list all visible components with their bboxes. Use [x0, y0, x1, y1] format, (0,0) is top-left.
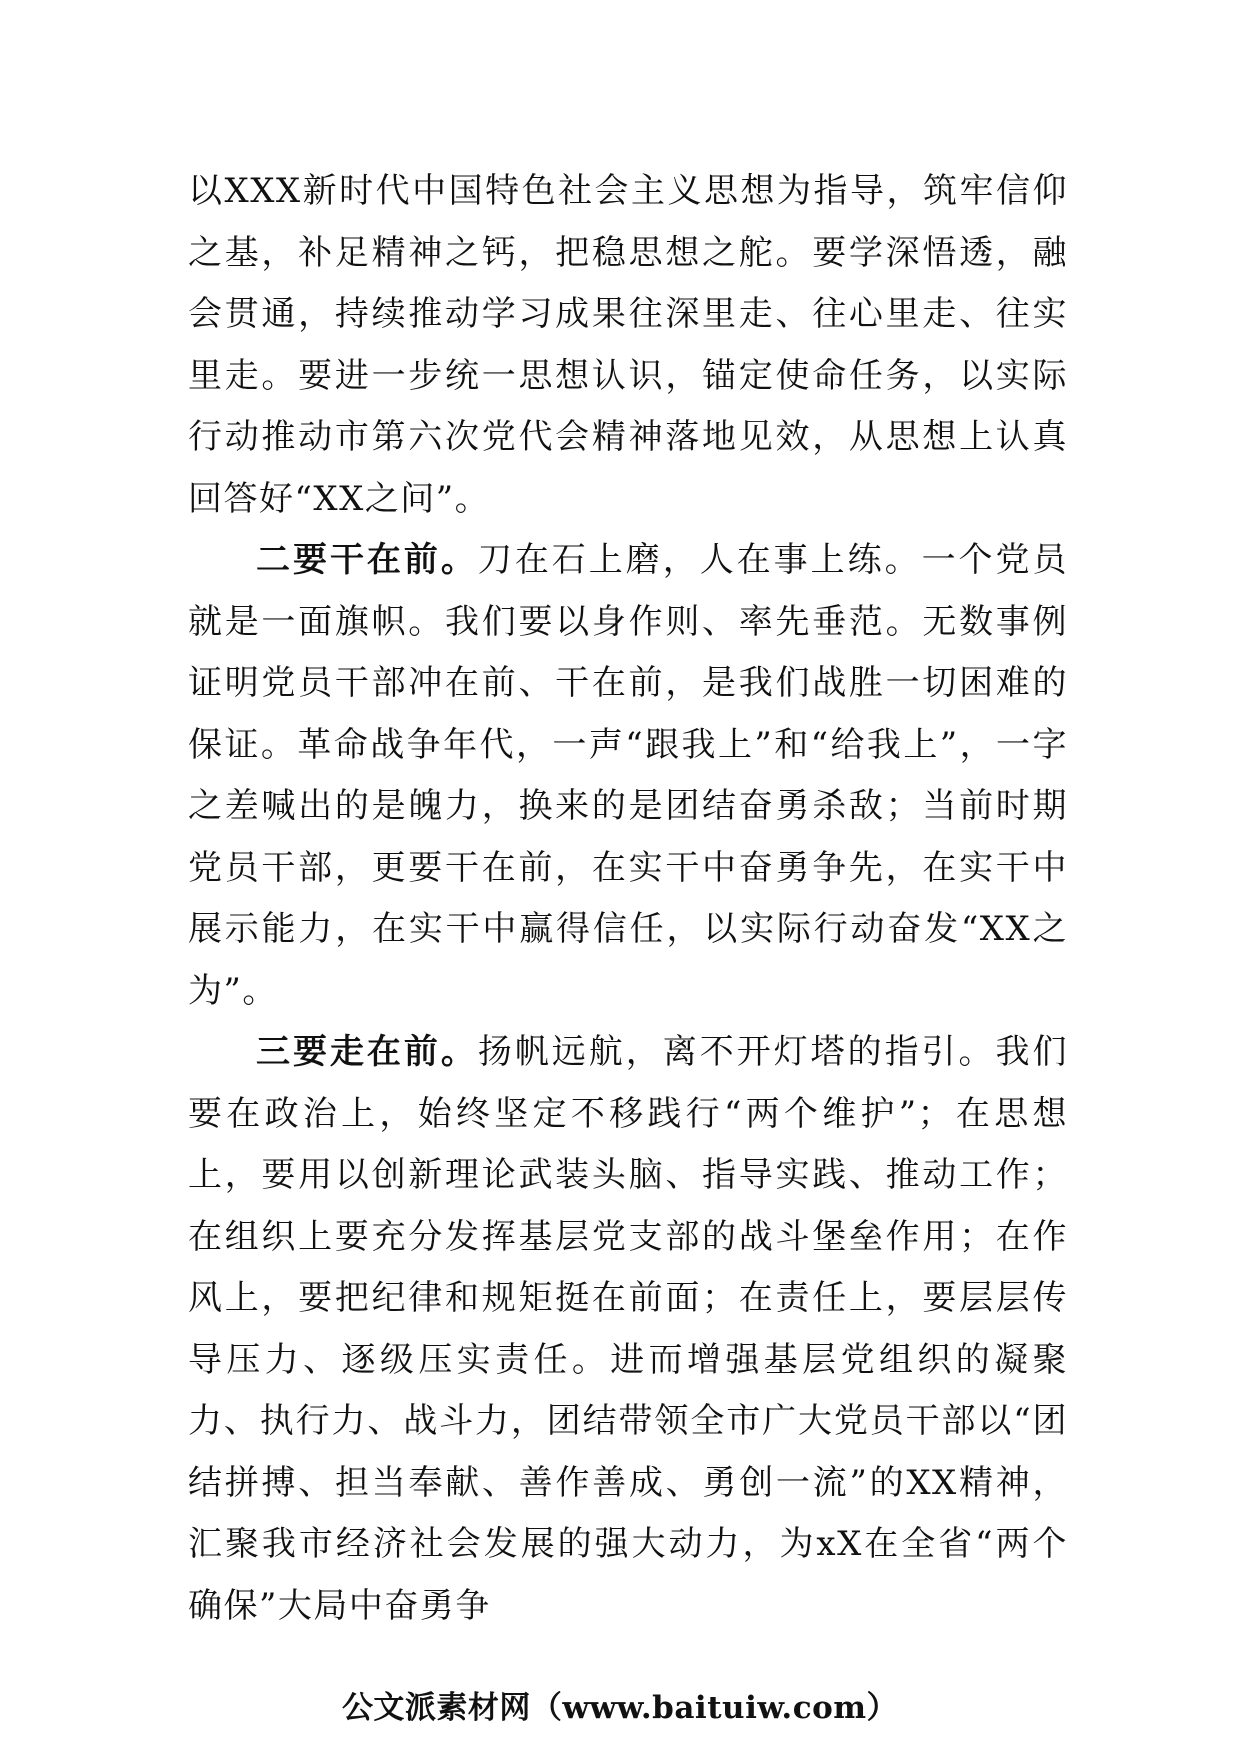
paragraph-2-text: 刀在石上磨，人在事上练。一个党员就是一面旗帜。我们要以身作则、率先垂范。无数事例证明党员干部冲在前、干在前，是我们战胜一切困难的保证。革命战争年代，一声“跟我上”和“给我上”，一字之差喊出的是魄力，换来的是团结奋勇杀敌；当前时期党员干部，更要干在前，在实干中奋勇争先，在实干中展示能力，在实干中赢得信任，以实际行动奋发“XX之为”。 [188, 540, 1069, 1011]
paragraph-3-text: 扬帆远航，离不开灯塔的指引。我们要在政治上，始终坚定不移践行“两个维护”；在思想上，要用以创新理论武装头脑、指导实践、推动工作；在组织上要充分发挥基层党支部的战斗堡垒作用；在作风上，要把纪律和规矩挺在前面；在责任上，要层层传导压力、逐级压实责任。进而增强基层党组织的凝聚力、执行力、战斗力，团结带领全市广大党员干部以“团结拼搏、担当奉献、善作善成、勇创一流”的XX精神，汇聚我市经济社会发展的强大动力，为xX在全省“两个确保”大局中奋勇争 [188, 1032, 1069, 1626]
paragraph-gan-zai-qian [188, 530, 1068, 1022]
document-body [188, 161, 1068, 1637]
paragraph-zou-zai-qian [188, 1022, 1068, 1637]
paragraph-continued [188, 161, 1068, 530]
paragraph-2-heading: 二要干在前。 [256, 540, 478, 580]
paragraph-3-heading: 三要走在前。 [256, 1032, 478, 1072]
footer-watermark: 公文派素材网（www.baituiw.com） [341, 1690, 899, 1726]
paragraph-1-text: 以XXX新时代中国特色社会主义思想为指导，筑牢信仰之基，补足精神之钙，把稳思想之舵。要学深悟透，融会贯通，持续推动学习成果往深里走、往心里走、往实里走。要进一步统一思想认识，锚定使命任务，以实际行动推动市第六次党代会精神落地见效，从思想上认真回答好“XX之问”。 [188, 171, 1068, 519]
